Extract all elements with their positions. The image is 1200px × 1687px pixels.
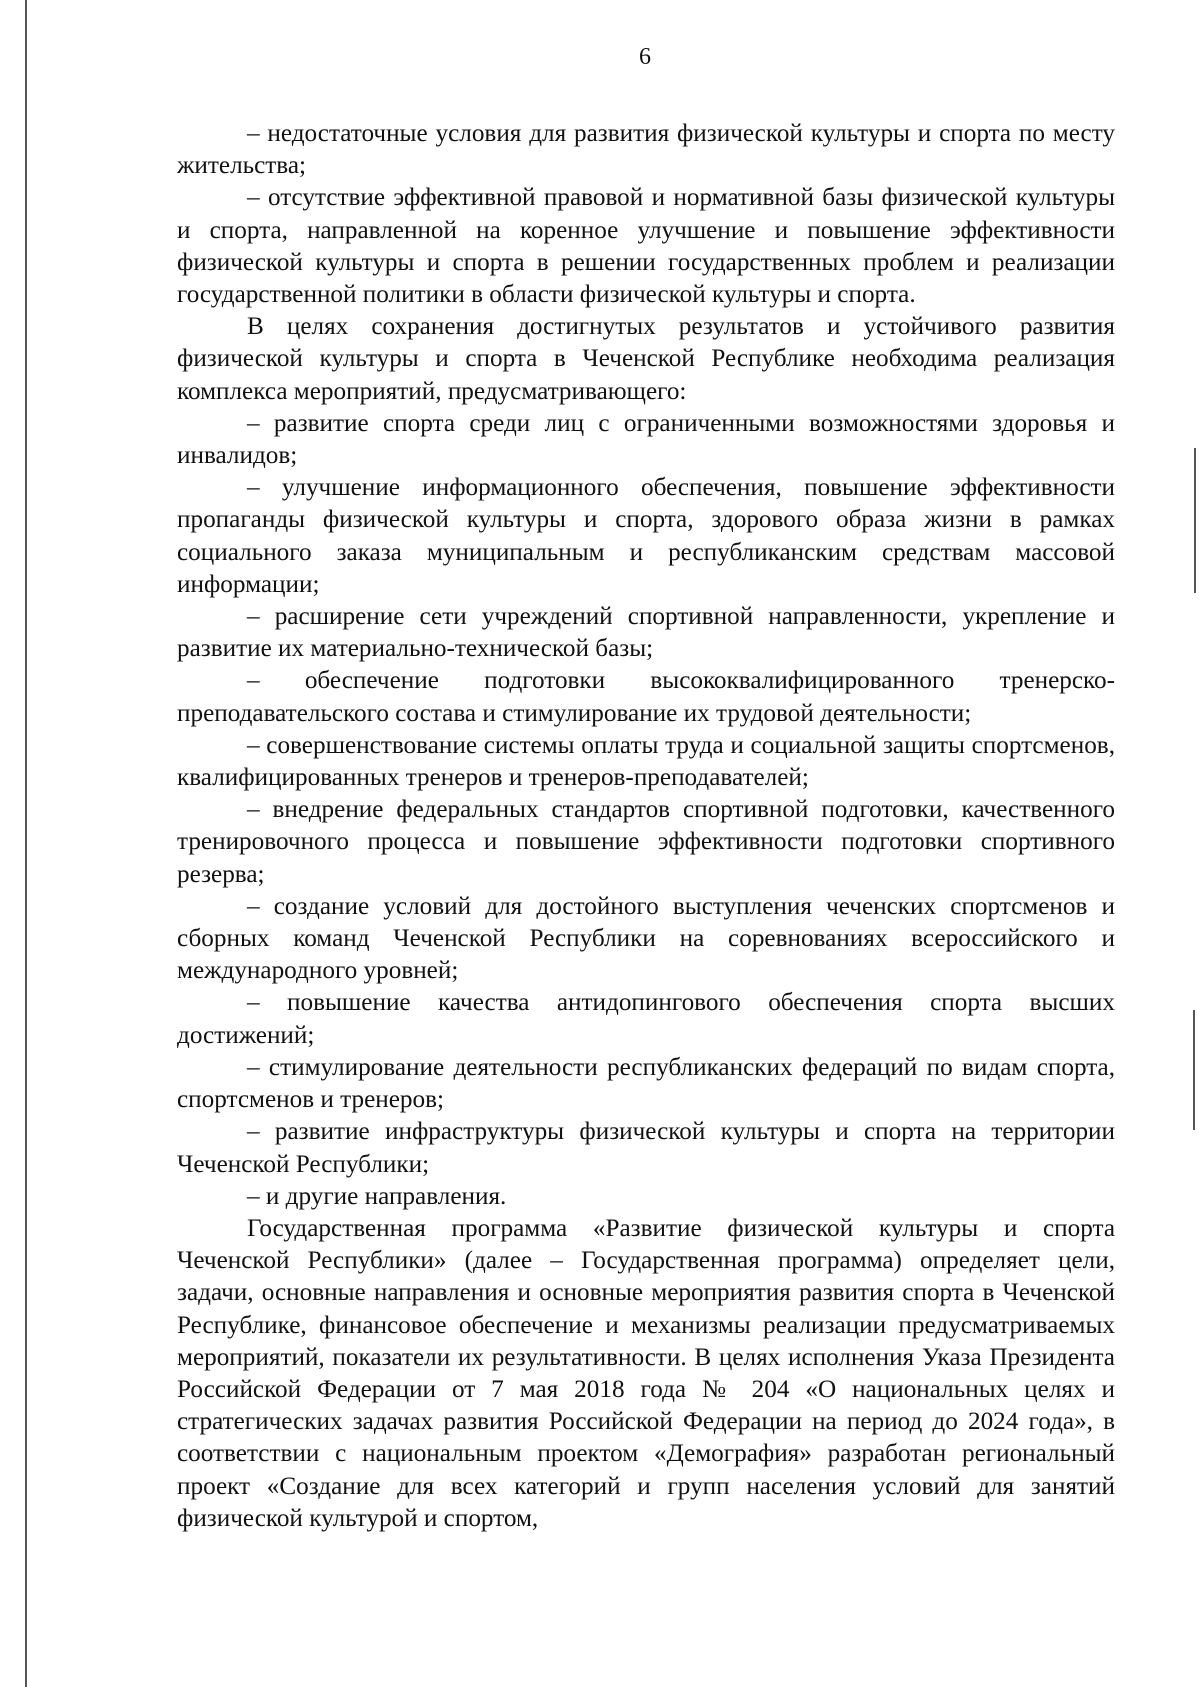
paragraph: – отсутствие эффективной правовой и нормативной базы физической культуры и спорта, направленной на коренное улучшение и повышение эффективности физической культуры и спорта в решении государственных проблем и реализации государственной политики в области физической культуры и спорта. <box>177 184 1115 309</box>
paragraph: В целях сохранения достигнутых результатов и устойчивого развития физической культуры и спорта в Чеченской Республике необходима реализация комплекса мероприятий, предусматривающего: <box>177 313 1115 405</box>
paragraph: – стимулирование деятельности республиканских федераций по видам спорта, спортсменов и тренеров; <box>177 1053 1115 1114</box>
paragraph: – развитие спорта среди лиц с ограниченными возможностями здоровья и инвалидов; <box>177 409 1115 470</box>
paragraph: – и другие направления. <box>247 1182 507 1210</box>
document-body <box>177 118 1115 1535</box>
paragraph: Государственная программа «Развитие физической культуры и спорта Чеченской Республики» (далее – Государственная программа) определяет цели, задачи, основные направления и основные мероприятия развития спорта в Чеченской Республике, финансовое обеспечение и механизмы реализации предусматриваемых мероприятий, показатели их результативности. В целях исполнения Указа Президента Российской Федерации от 7 мая 2018 года № 204 «О национальных целях и стратегических задачах развития Российской Федерации на период до 2024 года», в соответствии с национальным проектом «Демография» разработан региональный проект «Создание для всех категорий и групп населения условий для занятий физической культурой и спортом, <box>177 1214 1115 1532</box>
paragraph: – обеспечение подготовки высококвалифицированного тренерско-преподавательского состава и стимулирование их трудовой деятельности; <box>177 667 1115 727</box>
scan-edge-right-lower <box>1193 1010 1195 1130</box>
scan-edge-right-upper <box>1194 448 1196 593</box>
paragraph: – развитие инфраструктуры физической культуры и спорта на территории Чеченской Республики; <box>177 1118 1115 1178</box>
paragraph: – улучшение информационного обеспечения, повышение эффективности пропаганды физической культуры и спорта, здорового образа жизни в рамках социального заказа муниципальным и республиканским средствам массовой информации; <box>177 474 1115 598</box>
paragraph: – создание условий для достойного выступления чеченских спортсменов и сборных команд Чеченской Республики на соревнованиях всероссийского и международного уровней; <box>177 892 1115 985</box>
paragraph: – недостаточные условия для развития физической культуры и спорта по месту жительства; <box>177 120 1115 180</box>
paragraph: – повышение качества антидопингового обеспечения спорта высших достижений; <box>177 989 1115 1049</box>
paragraph: – внедрение федеральных стандартов спортивной подготовки, качественного тренировочного процесса и повышение эффективности подготовки спортивного резерва; <box>177 796 1115 888</box>
page-number: 6 <box>639 44 651 70</box>
paragraph: – совершенствование системы оплаты труда и социальной защиты спортсменов, квалифицированных тренеров и тренеров-преподавателей; <box>177 731 1115 792</box>
scan-edge-left <box>25 0 27 1687</box>
paragraph: – расширение сети учреждений спортивной направленности, укрепление и развитие их материально-технической базы; <box>177 603 1115 663</box>
